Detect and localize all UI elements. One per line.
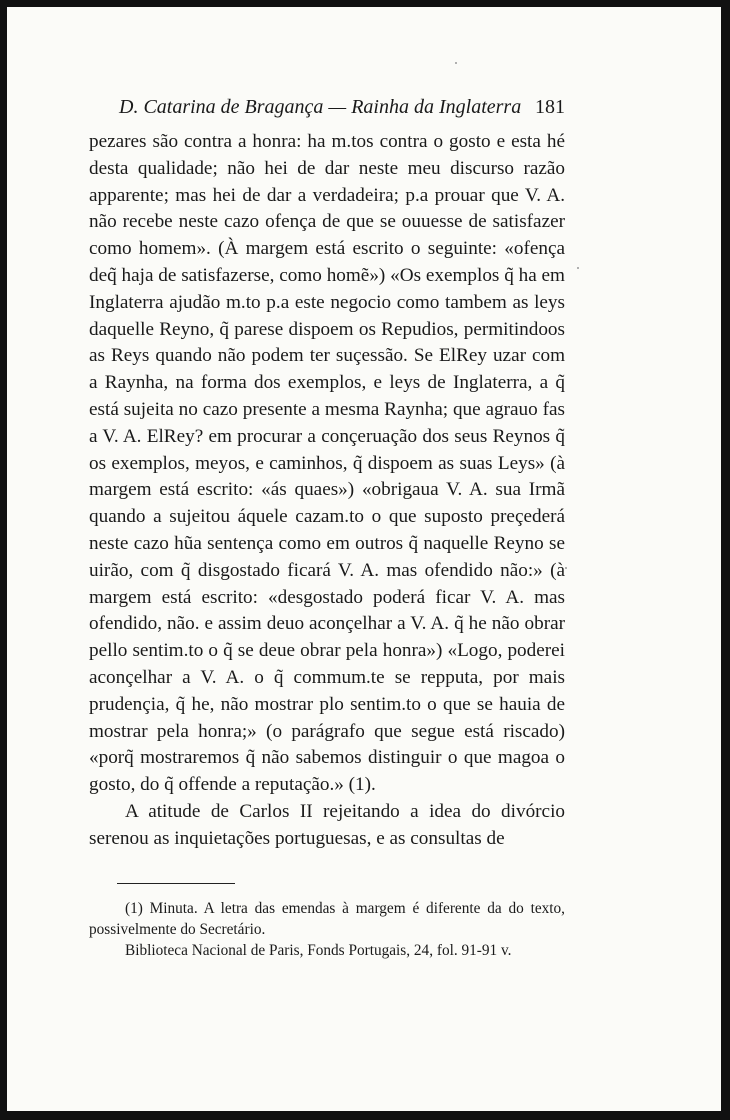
- paper-speck: [455, 62, 457, 64]
- paper-speck: [565, 567, 567, 569]
- footnote-source: Biblioteca Nacional de Paris, Fonds Portugais, 24, fol. 91-91 v.: [125, 942, 512, 959]
- paper-speck: [577, 267, 579, 269]
- paragraph-carlos: A atitude de Carlos II rejeitando a idea do divórcio serenou as inquietações portuguesas, e as consultas de: [89, 800, 565, 849]
- footnote-1: (1) Minuta. A letra das emendas à margem é diferente da do texto, possivelmente do Secretário.: [89, 900, 565, 938]
- running-title: D. Catarina de Bragança — Rainha da Inglaterra: [119, 96, 522, 118]
- page-number: 181: [535, 96, 565, 118]
- book-page: [7, 7, 721, 1111]
- footnotes: [89, 898, 565, 961]
- paragraph-continued: pezares são contra a honra: ha m.tos contra o gosto e esta hé desta qualidade; não hei de dar neste meu discurso razão apparente; mas hei de dar a verdadeira; p.a prouar que V. A. não recebe neste cazo ofença de que se ouuesse de satisfazer como homem». (À margem está escrito o seguinte: «ofença deq̃ haja de satisfazerse, como homẽ») «Os exemplos q̃ ha em Inglaterra ajudão m.to p.a este negocio como tambem as leys daquelle Reyno, q̃ parese dispoem os Repudios, permitindoos as Reys quando não podem ter suçessão. Se ElRey uzar com a Raynha, na forma dos exemplos, e leys de Inglaterra, a q̃ está sujeita no cazo presente a mesma Raynha; que agrauo fas a V. A. ElRey? em procurar a conçeruação dos seus Reynos q̃ os exemplos, meyos, e caminhos, q̃ dispoem as suas Leys» (à margem está escrito: «ás quaes») «obrigaua V. A. sua Irmã quando a sujeitou áquele cazam.to o que suposto preçederá neste cazo hũa sentença como em outros q̃ naquelle Reyno se uirão, com q̃ disgostado ficará V. A. mas ofendido não:» (à margem está escrito: «desgostado poderá ficar V. A. mas ofendido, não. e assim deuo aconçelhar a V. A. q̃ he não obrar pello sentim.to o q̃ se deue obrar pela honra») «Logo, poderei aconçelhar a V. A. o q̃ commum.te se repputa, por mais prudençia, q̃ he, não mostrar plo sentim.to o que se hauia de mostrar pela honra;» (o parágrafo que segue está riscado) «porq̃ mostraremos q̃ não sabemos distinguir o que magoa o gosto, do q̃ offende a reputação.» (1).: [89, 131, 565, 796]
- main-text: [89, 129, 565, 853]
- running-header: [119, 95, 565, 119]
- footnote-divider: [117, 883, 235, 884]
